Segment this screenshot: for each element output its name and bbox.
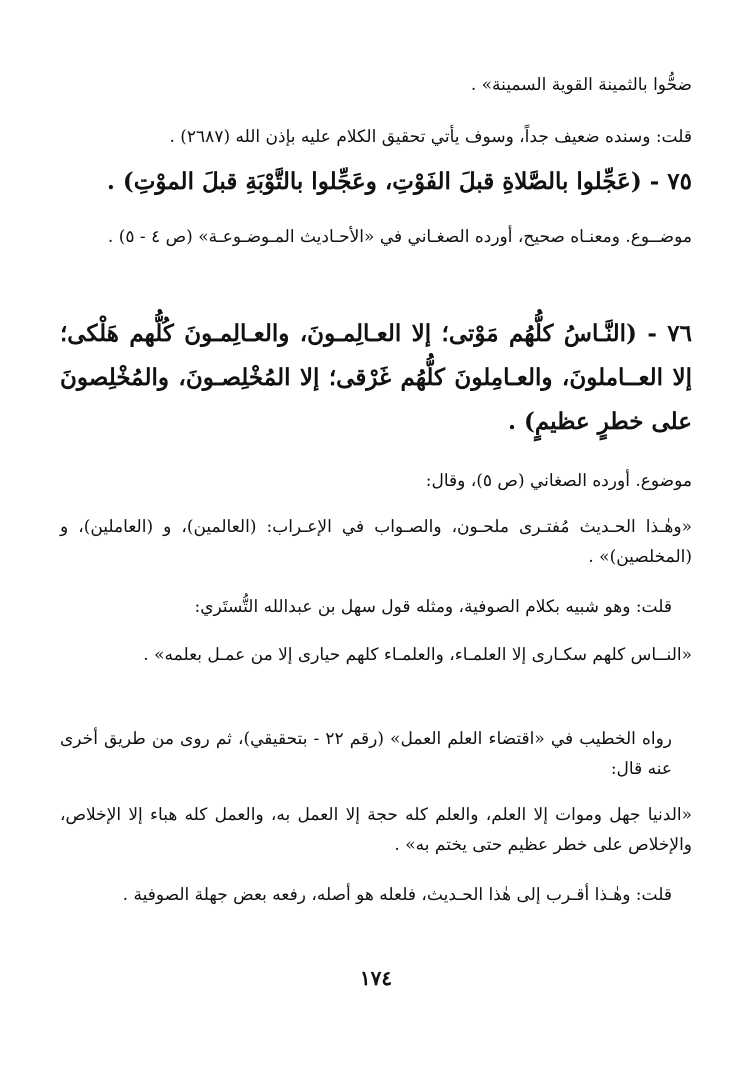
- quote-dunya: «الدنيا جهل وموات إلا العلم، والعلم كله حجة إلا العمل به، والعمل كله هباء إلا الإخلاص، والإخلاص على خطر عظيم حتى يختم به» .: [60, 805, 692, 855]
- paragraph-khatib: رواه الخطيب في «اقتضاء العلم العمل» (رقم ٢٢ - بتحقيقي)، ثم روى من طريق أخرى عنه قال:: [60, 729, 673, 779]
- quote-saghani: «وهٰـذا الحـديث مُفتـرى ملحـون، والصـواب في الإعـراب: (العالمين)، و (العاملين)، و (المخلصين)» .: [60, 517, 692, 567]
- page-number: ١٧٤: [359, 966, 393, 990]
- grading-76: موضوع. أورده الصغاني (ص ٥)، وقال:: [425, 471, 692, 491]
- quote-tustari: «النــاس كلهم سكـارى إلا العلمـاء، والعلمـاء كلهم حيارى إلا من عمـل بعلمه» .: [143, 645, 692, 665]
- paragraph-conclusion: قلت: وهٰـذا أقـرب إلى هٰذا الحـديث، فلعله هو أصله، رفعه بعض جهلة الصوفية .: [122, 885, 672, 905]
- hadith-75: ٧٥ - (عَجِّلوا بالصَّلاةِ قبلَ الفَوْتِ، وعَجِّلوا بالتَّوْبَةِ قبلَ الموْتِ) .: [106, 168, 692, 195]
- paragraph-note: قلت: وسنده ضعيف جداً، وسوف يأتي تحقيق الكلام عليه بإذن الله (٢٦٨٧) .: [169, 127, 692, 147]
- paragraph-continuation: ضحُّوا بالثمينة القوية السمينة» .: [470, 75, 692, 95]
- hadith-76: ٧٦ - (النَّـاسُ كلُّهُم مَوْتى؛ إلا العـالِمـونَ، والعـالِمـونَ كُلُّهم هَلْكى؛ إلا العــاملونَ، والعـامِلونَ كلُّهُم غَرْقى؛ إلا المُخْلِصـونَ، والمُخْلِصونَ على خطرٍ عظيمٍ) .: [60, 320, 692, 435]
- grading-75: موضــوع. ومعنـاه صحيح، أورده الصغـاني في «الأحـاديث المـوضـوعـة» (ص ٤ - ٥) .: [107, 227, 692, 247]
- paragraph-comment: قلت: وهو شبيه بكلام الصوفية، ومثله قول سهل بن عبدالله التُّستَري:: [194, 597, 672, 617]
